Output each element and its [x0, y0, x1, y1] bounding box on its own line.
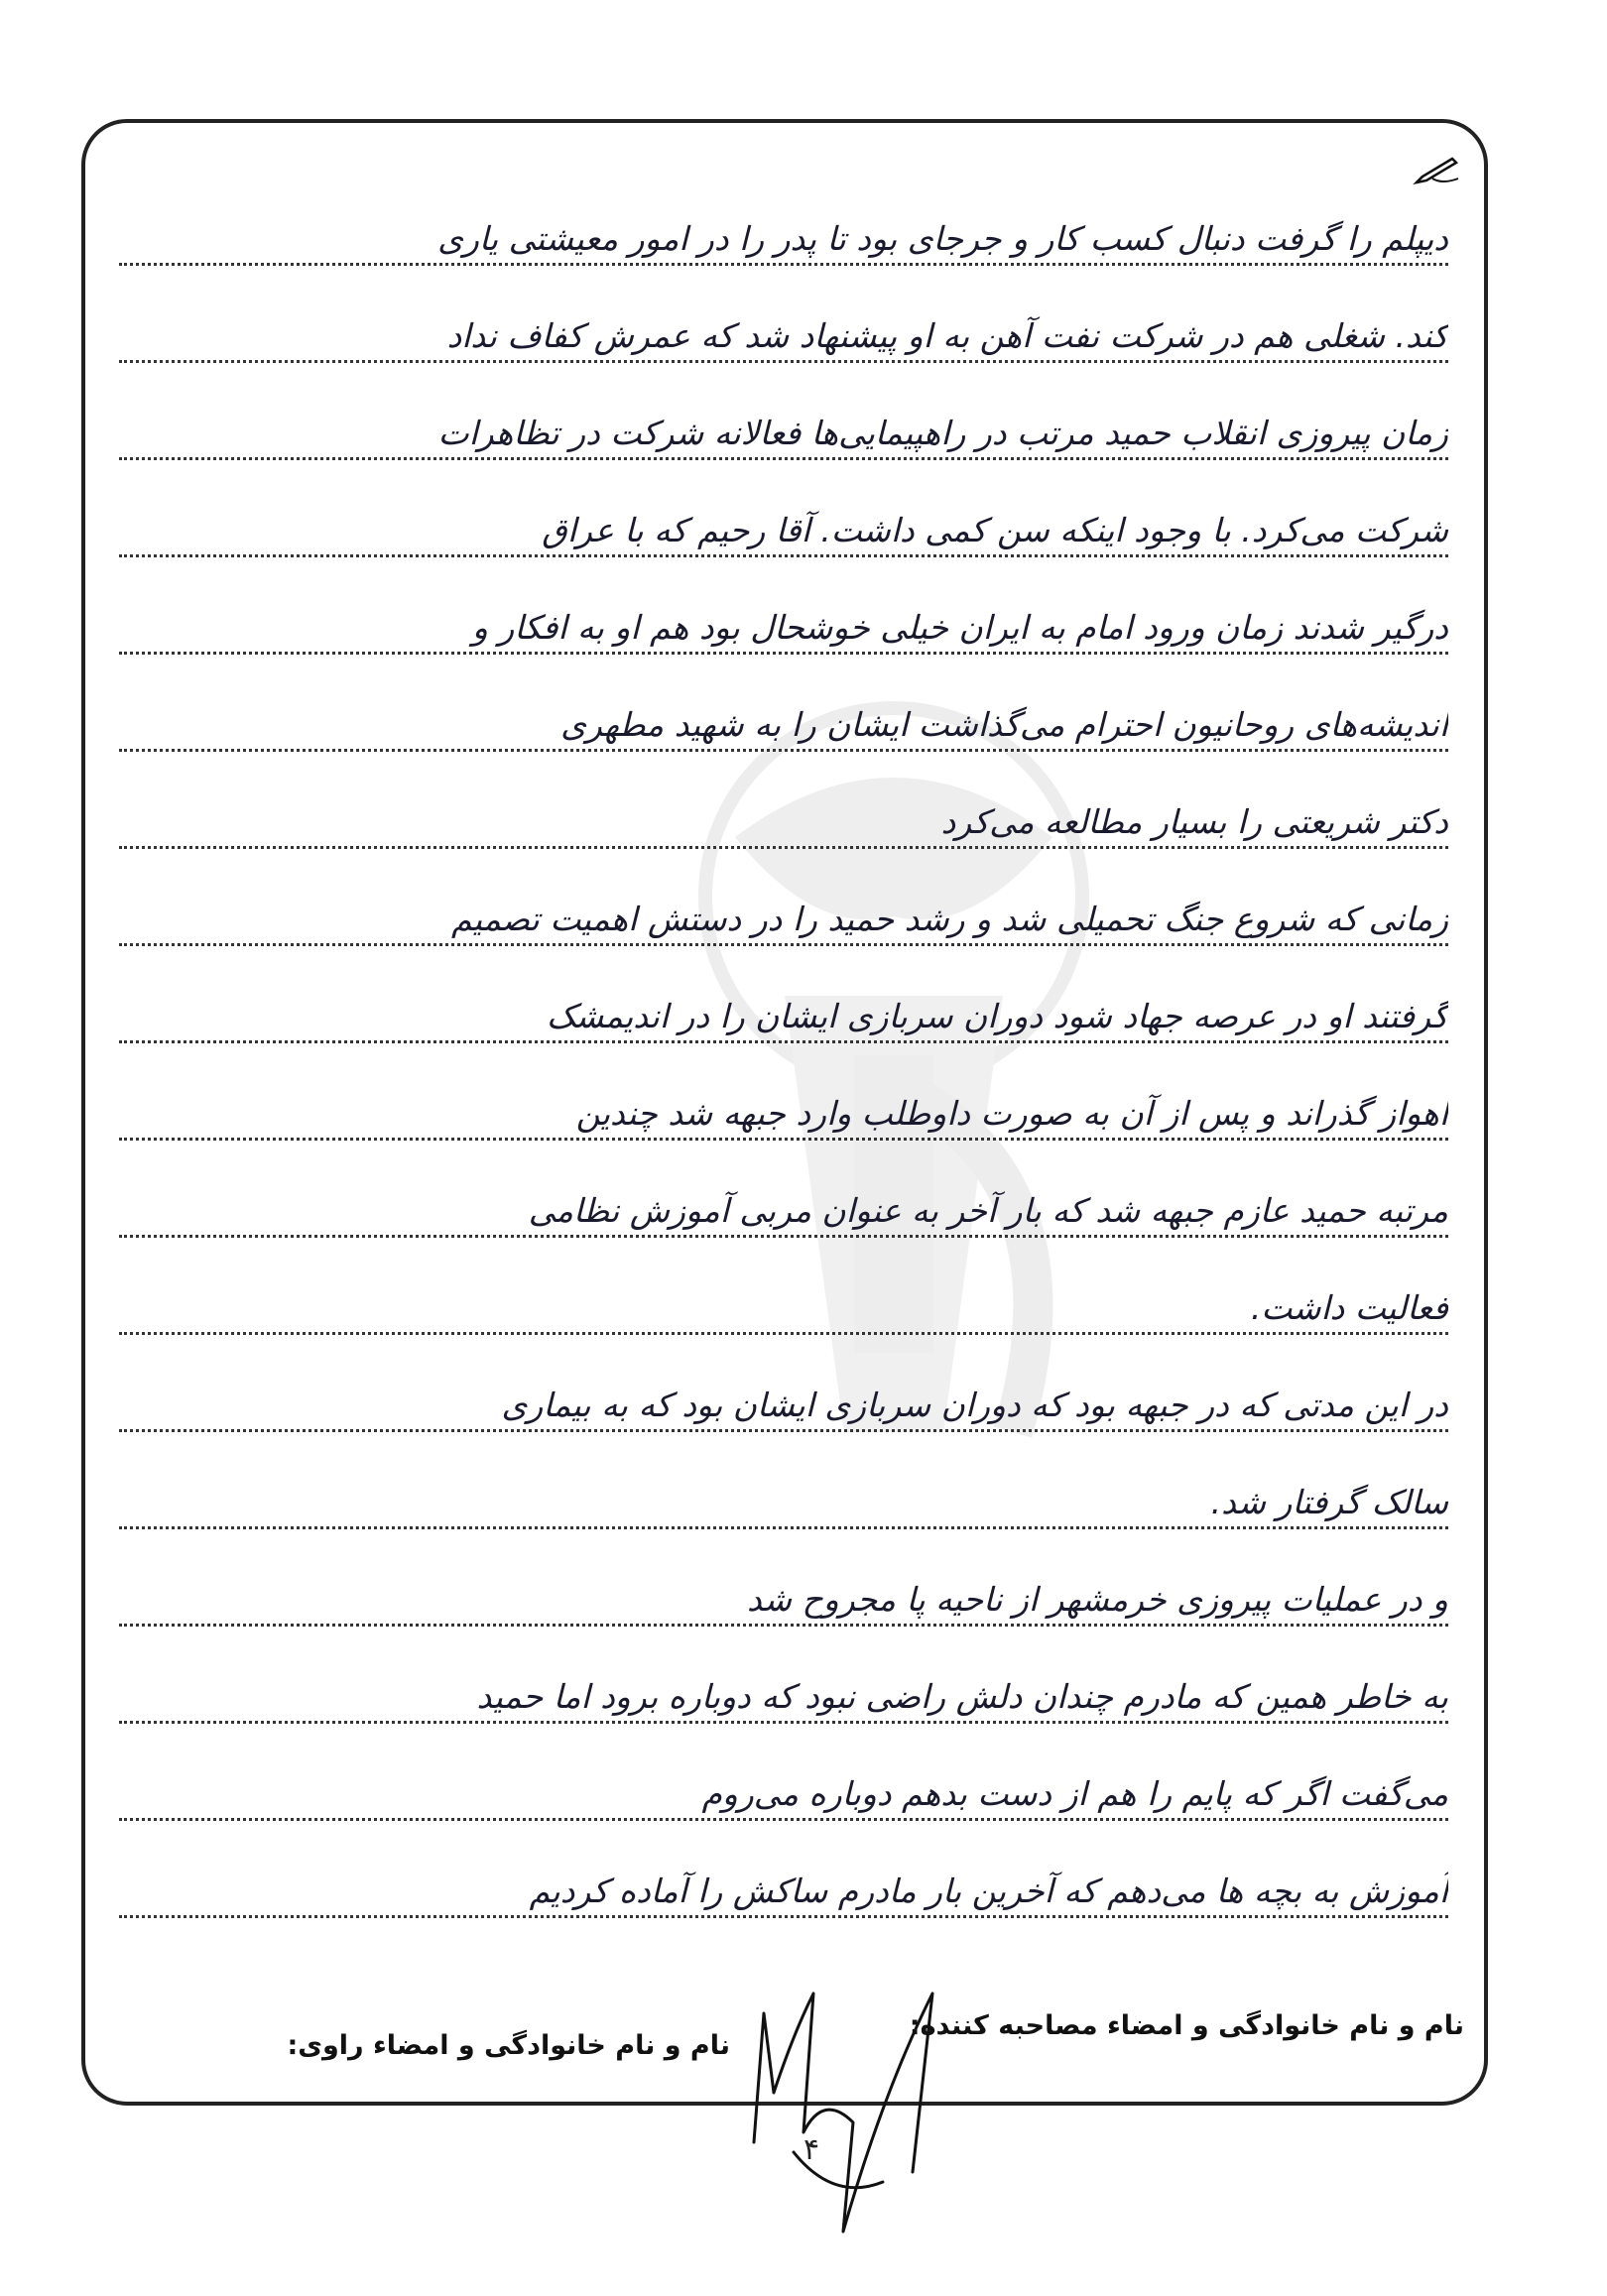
- text-line: [119, 377, 1448, 474]
- page-number: ۴: [804, 2132, 820, 2167]
- handwritten-text: به خاطر همین که مادرم چندان دلش راضی نبود که دوباره برود اما حمید: [476, 1677, 1448, 1716]
- text-line: [119, 182, 1448, 280]
- handwritten-signature: [734, 1974, 1012, 2271]
- handwritten-text: زمانی که شروع جنگ تحمیلی شد و رشد حمید را در دستش اهمیت تصمیم: [451, 900, 1448, 938]
- handwritten-text: شرکت می‌کرد. با وجود اینکه سن کمی داشت. آقا رحیم که با عراق: [542, 511, 1448, 549]
- text-line: [119, 668, 1448, 766]
- handwritten-text: کند. شغلی هم در شرکت نفت آهن به او پیشنهاد شد که عمرش کفاف نداد: [446, 316, 1448, 355]
- handwritten-text: و در عملیات پیروزی خرمشهر از ناحیه پا مجروح شد: [747, 1580, 1448, 1619]
- handwritten-lines: [85, 123, 1484, 2102]
- text-line: [119, 1252, 1448, 1349]
- handwritten-text: سالک گرفتار شد.: [1210, 1483, 1448, 1521]
- text-line: [119, 1349, 1448, 1446]
- handwritten-text: دیپلم را گرفت دنبال کسب کار و جرجای بود تا پدر را در امور معیشتی یاری: [437, 219, 1448, 258]
- handwritten-text: مرتبه حمید عازم جبهه شد که بار آخر به عنوان مربی آموزش نظامی: [528, 1191, 1448, 1230]
- handwritten-text: زمان پیروزی انقلاب حمید مرتب در راهپیمایی‌ها فعالانه شرکت در تظاهرات: [437, 414, 1448, 452]
- handwritten-text: گرفتند او در عرصه جهاد شود دوران سربازی ایشان را در اندیمشک: [547, 997, 1448, 1035]
- text-line: [119, 766, 1448, 863]
- handwritten-text: اندیشه‌های روحانیون احترام می‌گذاشت ایشان را به شهید مطهری: [560, 705, 1448, 744]
- text-line: [119, 280, 1448, 377]
- handwritten-text: در این مدتی که در جبهه بود که دوران سربازی ایشان بود که به بیماری: [501, 1386, 1448, 1424]
- text-line: [119, 474, 1448, 571]
- handwritten-text: دکتر شریعتی را بسیار مطالعه می‌کرد: [940, 802, 1448, 841]
- text-line: [119, 863, 1448, 960]
- interviewer-signature-label: نام و نام خانوادگی و امضاء مصاحبه کننده:: [909, 2010, 1464, 2041]
- text-line: [119, 1640, 1448, 1738]
- handwritten-text: درگیر شدند زمان ورود امام به ایران خیلی خوشحال بود هم او به افکار و: [471, 608, 1448, 647]
- text-line: [119, 571, 1448, 668]
- narrator-signature-label: نام و نام خانوادگی و امضاء راوی:: [287, 2030, 730, 2061]
- text-line: [119, 1446, 1448, 1543]
- handwritten-text: آموزش به بچه ها می‌دهم که آخرین بار مادرم ساکش را آماده کردیم: [529, 1872, 1448, 1910]
- handwritten-text: می‌گفت اگر که پایم را هم از دست بدهم دوباره می‌روم: [701, 1774, 1448, 1813]
- form-sheet: [81, 119, 1488, 2106]
- text-line: [119, 1835, 1448, 1932]
- text-line: [119, 1154, 1448, 1252]
- text-line: [119, 1543, 1448, 1640]
- text-line: [119, 960, 1448, 1057]
- text-line: [119, 1057, 1448, 1154]
- text-line: [119, 1738, 1448, 1835]
- handwritten-text: فعالیت داشت.: [1250, 1288, 1448, 1327]
- handwritten-text: اهواز گذراند و پس از آن به صورت داوطلب وارد جبهه شد چندین: [575, 1094, 1448, 1133]
